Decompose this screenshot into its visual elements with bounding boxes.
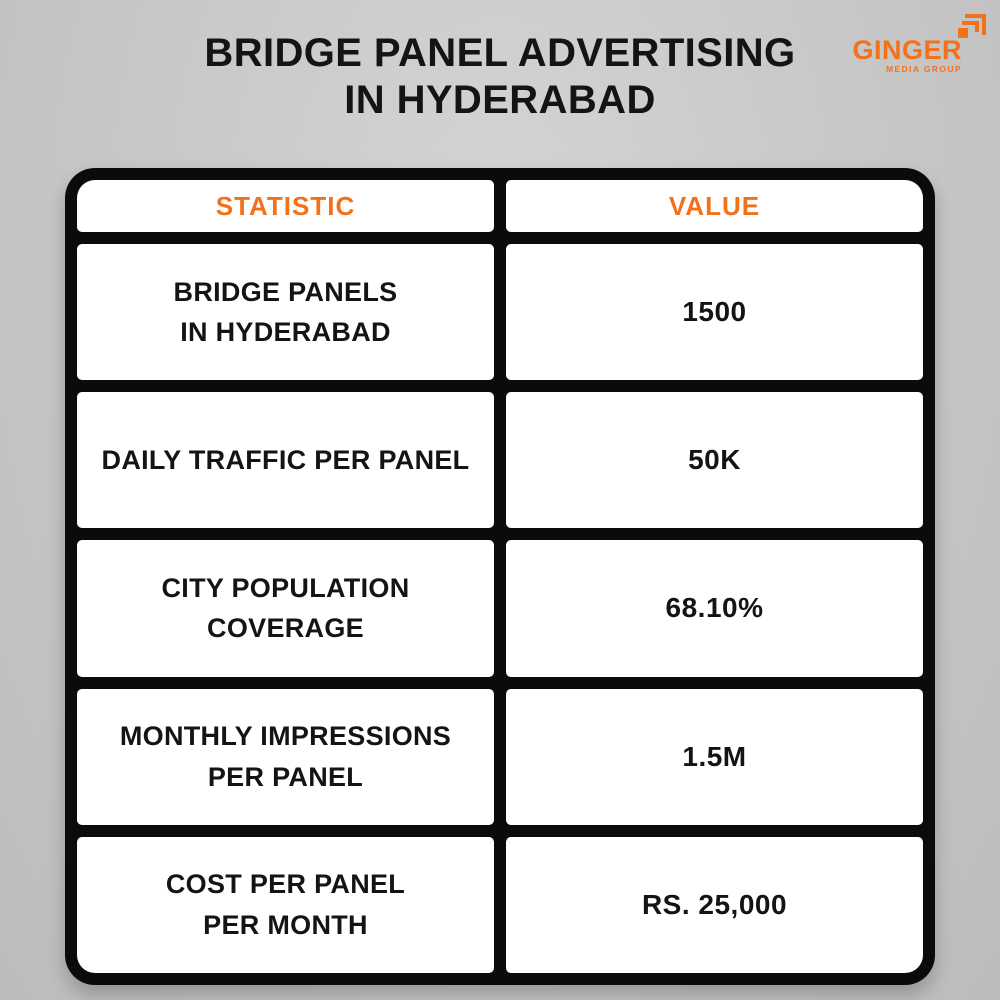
statistic-line: PER MONTH <box>203 909 368 940</box>
table-cell-statistic-row2 <box>77 392 494 528</box>
table-cell-statistic-row5 <box>77 837 494 973</box>
statistics-table-grid <box>77 180 923 973</box>
table-cell-statistic-row1 <box>77 244 494 380</box>
statistic-line: COST PER PANEL <box>165 869 406 900</box>
statistics-table <box>65 168 935 985</box>
statistic-line: COVERAGE <box>207 613 364 644</box>
table-cell-value-row4: 1.5M <box>506 689 923 825</box>
statistic-line: IN HYDERABAD <box>180 317 391 348</box>
statistic-line: MONTHLY IMPRESSIONS <box>119 721 452 752</box>
table-cell-statistic-row3 <box>77 540 494 676</box>
table-header-statistic: STATISTIC <box>77 180 494 232</box>
page-title-line1: BRIDGE PANEL ADVERTISING <box>204 31 796 75</box>
table-cell-value-row1: 1500 <box>506 244 923 380</box>
table-cell-value-row3: 68.10% <box>506 540 923 676</box>
statistic-line: PER PANEL <box>207 761 364 792</box>
logo-name: GINGER <box>852 35 962 65</box>
statistic-line: CITY POPULATION <box>161 572 410 603</box>
table-header-value: VALUE <box>506 180 923 232</box>
table-cell-statistic-row4 <box>77 689 494 825</box>
page-title-line2: IN HYDERABAD <box>344 78 656 123</box>
ginger-media-group-logo <box>816 12 986 78</box>
table-cell-value-row5: RS. 25,000 <box>506 837 923 973</box>
statistic-line: DAILY TRAFFIC PER PANEL <box>101 445 470 476</box>
table-cell-value-row2: 50K <box>506 392 923 528</box>
statistic-line: BRIDGE PANELS <box>173 276 398 307</box>
logo-tagline: MEDIA GROUP <box>885 64 962 74</box>
nested-corner-squares-icon <box>958 14 986 40</box>
